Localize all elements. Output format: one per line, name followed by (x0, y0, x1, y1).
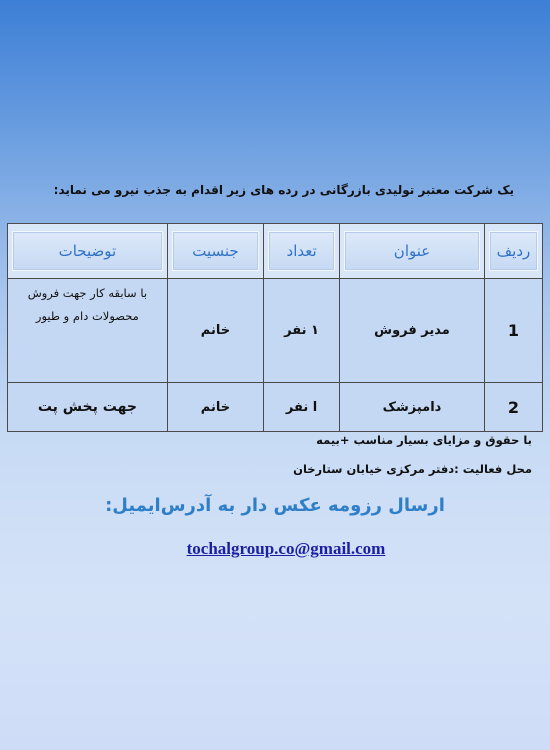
cell-radif: 2 (484, 383, 542, 432)
header-jensiat-label: جنسیت (172, 231, 259, 271)
header-tozihat-label: توضیحات (12, 231, 163, 271)
header-onvan-label: عنوان (344, 231, 480, 271)
table-row (8, 383, 543, 432)
intro-text: یک شرکت معتبر تولیدی بازرگانی در رده های زیر اقدام به جذب نیرو می نماید: (53, 183, 514, 197)
header-jensiat (167, 224, 263, 279)
header-tedad (264, 224, 340, 279)
email-container (0, 539, 550, 559)
header-radif (484, 224, 542, 279)
cell-tozihat: با سابقه کار جهت فروش محصولات دام و طیور (8, 279, 168, 383)
cell-jensiat: خانم (167, 279, 263, 383)
header-tozihat (8, 224, 168, 279)
header-radif-label: ردیف (489, 231, 538, 271)
cell-onvan: مدیر فروش (340, 279, 485, 383)
cell-onvan: دامپزشک (340, 383, 485, 432)
cell-tozihat: جهت پخش پت (8, 383, 168, 432)
table-row (8, 279, 543, 383)
send-cv-heading: ارسال رزومه عکس دار به آدرس‌ایمیل: (105, 495, 445, 516)
table-header-row (8, 224, 543, 279)
email-link[interactable]: tochalgroup.co@gmail.com (186, 539, 386, 558)
header-onvan (340, 224, 485, 279)
cell-radif: 1 (484, 279, 542, 383)
location-text: محل فعالیت :دفتر مرکزی خیابان ستارخان (293, 462, 532, 476)
cell-jensiat: خانم (167, 383, 263, 432)
jobs-table (7, 223, 543, 432)
cell-tedad: ا نفر (264, 383, 340, 432)
cell-tedad: ۱ نفر (264, 279, 340, 383)
benefits-text: با حقوق و مزایای بسیار مناسب +بیمه (316, 433, 532, 447)
header-tedad-label: تعداد (268, 231, 335, 271)
